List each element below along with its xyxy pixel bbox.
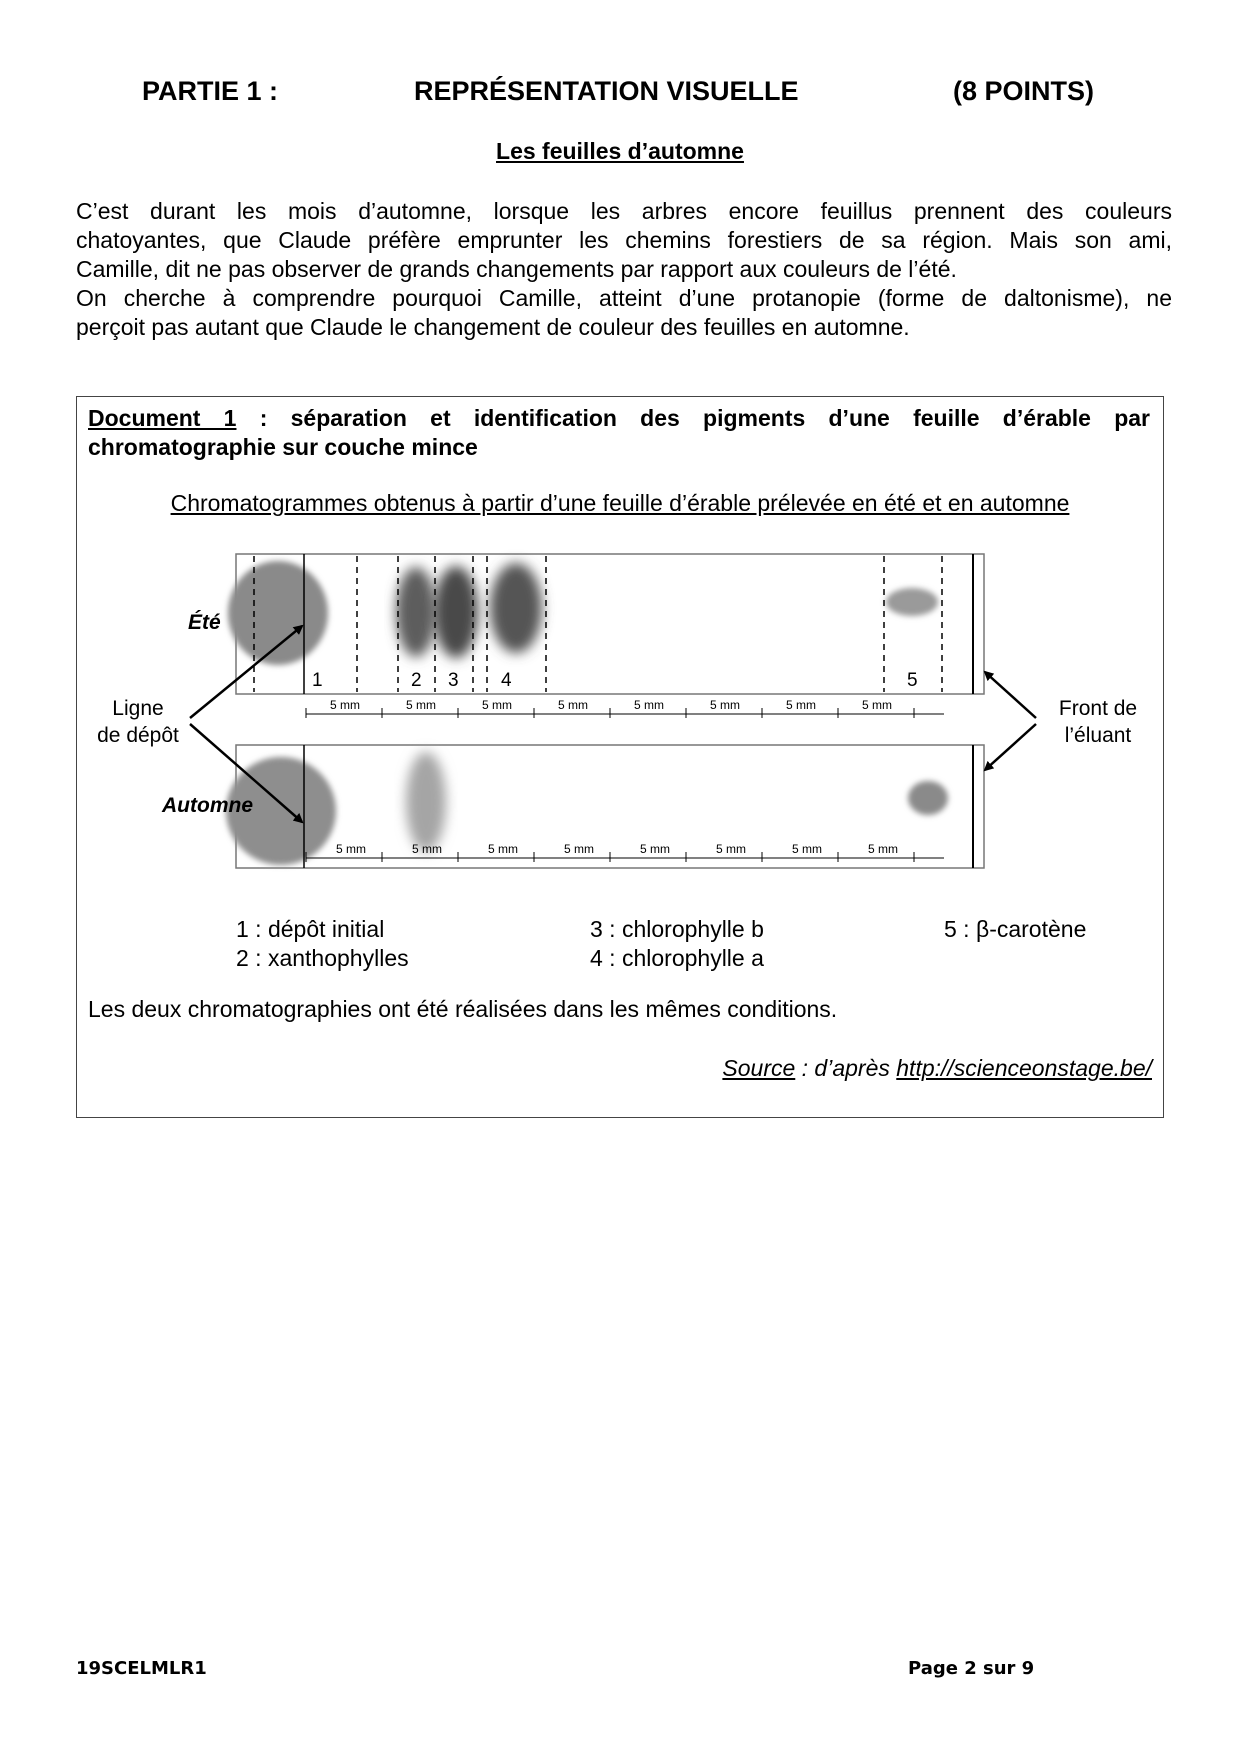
legend-col-2	[590, 915, 764, 973]
deposit-line-label: de dépôt	[97, 724, 179, 747]
spot-number-3: 3	[448, 670, 459, 691]
autumn-scale-label: 5 mm	[412, 842, 442, 856]
intro-line-3: Camille, dit ne pas observer de grands changements par rapport aux couleurs de l’été.	[76, 256, 957, 282]
summer-spot-3	[434, 566, 478, 658]
solvent-front-label: Front de	[1058, 697, 1138, 720]
autumn-scale-label: 5 mm	[564, 842, 594, 856]
source-mid: : d’après	[795, 1055, 897, 1081]
section-subtitle: Les feuilles d’automne	[496, 138, 744, 164]
summer-scale-label: 5 mm	[862, 698, 892, 712]
autumn-scale-label: 5 mm	[640, 842, 670, 856]
summer-spot-4	[490, 563, 542, 653]
footer-page: Page 2 sur 9	[908, 1658, 1035, 1679]
solvent-front-label: l’éluant	[1064, 724, 1132, 747]
source-line	[722, 1055, 1152, 1082]
chromatogram-caption: Chromatogrammes obtenus à partir d’une feuille d’érable prélevée en été et en automne	[170, 490, 1070, 516]
intro-line-5: perçoit pas autant que Claude le changement de couleur des feuilles en automne.	[76, 314, 910, 340]
summer-scale-label: 5 mm	[786, 698, 816, 712]
autumn-spot-5	[908, 781, 948, 815]
front-arrow-summer	[985, 672, 1036, 718]
part-label: PARTIE 1 :	[142, 76, 279, 106]
summer-scale-label: 5 mm	[634, 698, 664, 712]
spot-number-1: 1	[312, 670, 323, 691]
autumn-scale-label: 5 mm	[868, 842, 898, 856]
document-1-label: Document 1	[88, 405, 237, 431]
summer-spot-2	[396, 567, 436, 657]
autumn-spot-2	[406, 752, 446, 852]
legend-item: 5 : β-carotène	[944, 916, 1087, 942]
document-1-title-text: : séparation et identification des pigments d’une feuille d’érable par chromatographie sur couche mince	[88, 405, 1150, 460]
footer-code: 19SCELMLR1	[76, 1658, 207, 1679]
intro-line-2: chatoyantes, que Claude préfère emprunter les chemins forestiers de sa région. Mais son ami,	[76, 227, 1172, 253]
autumn-scale-label: 5 mm	[716, 842, 746, 856]
spot-number-5: 5	[907, 670, 918, 691]
row-label-autumn: Automne	[162, 794, 253, 817]
autumn-scale-label: 5 mm	[488, 842, 518, 856]
deposit-line-label: Ligne	[112, 697, 164, 720]
autumn-scale-label: 5 mm	[336, 842, 366, 856]
part-points: (8 POINTS)	[953, 76, 1095, 106]
chromatogram-figure	[76, 540, 1164, 880]
legend-col-1	[236, 915, 409, 973]
legend-item: 1 : dépôt initial	[236, 916, 385, 942]
legend-item: 2 : xanthophylles	[236, 945, 409, 971]
summer-scale-label: 5 mm	[330, 698, 360, 712]
legend-item: 3 : chlorophylle b	[590, 916, 764, 942]
summer-spot-5	[886, 588, 938, 616]
part-theme: REPRÉSENTATION VISUELLE	[414, 76, 799, 106]
conditions-note: Les deux chromatographies ont été réalisées dans les mêmes conditions.	[88, 996, 838, 1022]
spot-number-2: 2	[411, 670, 422, 691]
summer-scale-label: 5 mm	[482, 698, 512, 712]
summer-plate	[236, 554, 984, 694]
summer-scale-label: 5 mm	[558, 698, 588, 712]
autumn-scale-label: 5 mm	[792, 842, 822, 856]
source-label: Source	[722, 1055, 796, 1081]
spot-number-4: 4	[501, 670, 512, 691]
row-label-summer: Été	[188, 611, 221, 634]
front-arrow-autumn	[985, 724, 1036, 770]
summer-spot-1	[228, 561, 328, 665]
legend-col-3	[944, 915, 1086, 944]
source-link[interactable]: http://scienceonstage.be/	[896, 1055, 1152, 1081]
intro-line-1: C’est durant les mois d’automne, lorsque les arbres encore feuillus prennent des couleurs	[76, 198, 1172, 224]
intro-line-4: On cherche à comprendre pourquoi Camille, atteint d’une protanopie (forme de daltonisme), ne	[76, 285, 1172, 311]
summer-scale-label: 5 mm	[710, 698, 740, 712]
document-1-title	[88, 404, 1150, 462]
legend-item: 4 : chlorophylle a	[590, 945, 764, 971]
summer-scale	[306, 708, 944, 718]
summer-scale-label: 5 mm	[406, 698, 436, 712]
